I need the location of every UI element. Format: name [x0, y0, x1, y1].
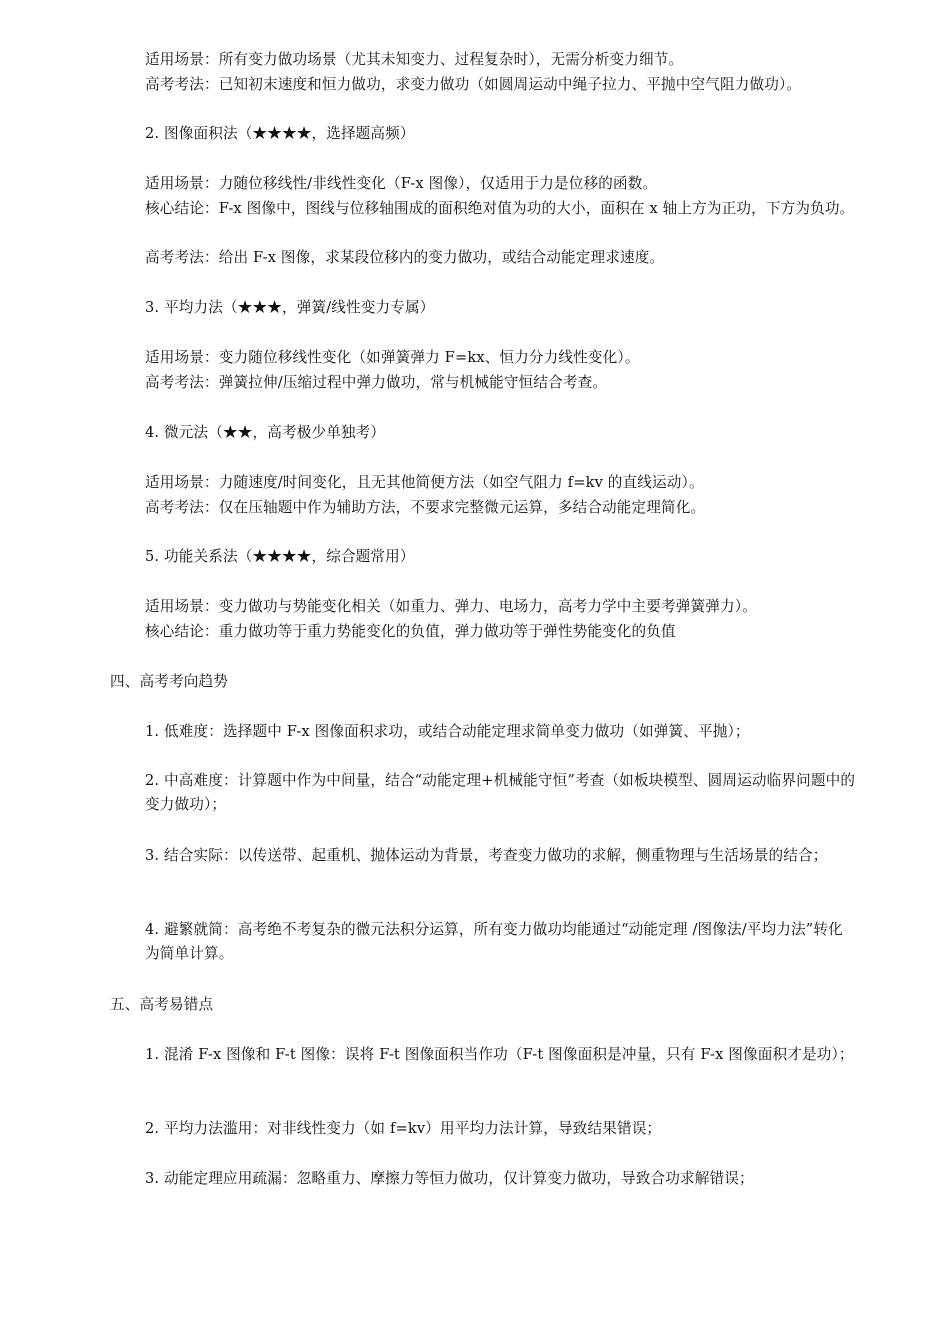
- section4-item-2: 2. 中高难度：计算题中作为中间量，结合“动能定理+机械能守恒”考查（如板块模型、圆周运动临界问题中的变力做功）；: [145, 772, 856, 813]
- section4-item-4: 4. 避繁就简：高考绝不考复杂的微元法积分运算，所有变力做功均能通过“动能定理 /图像法/平均力法”转化为简单计算。: [145, 921, 843, 962]
- section5-heading: 五、高考易错点: [110, 996, 214, 1013]
- method2-scene: 适用场景：力随位移线性/非线性变化（F-x 图像），仅适用于力是位移的函数。: [145, 175, 658, 192]
- method2-title: 2. 图像面积法（★★★★，选择题高频）: [145, 125, 415, 142]
- section4-heading: 四、高考考向趋势: [110, 673, 228, 690]
- method3-exam: 高考考法：弹簧拉伸/压缩过程中弹力做功，常与机械能守恒结合考查。: [145, 374, 608, 391]
- method1-scene: 适用场景：所有变力做功场景（尤其未知变力、过程复杂时），无需分析变力细节。: [145, 51, 684, 68]
- method2-conclusion: 核心结论：F-x 图像中，图线与位移轴围成的面积绝对值为功的大小，面积在 x 轴上方为正功，下方为负功。: [145, 200, 855, 217]
- method3-scene: 适用场景：变力随位移线性变化（如弹簧弹力 F=kx、恒力分力线性变化）。: [145, 349, 640, 366]
- method1-exam: 高考考法：已知初末速度和恒力做功，求变力做功（如圆周运动中绳子拉力、平抛中空气阻力做功）。: [145, 76, 802, 93]
- section5-item-1: 1. 混淆 F-x 图像和 F-t 图像：误将 F-t 图像面积当作功（F-t 图像面积是冲量，只有 F-x 图像面积才是功）；: [145, 1046, 854, 1063]
- method5-scene: 适用场景：变力做功与势能变化相关（如重力、弹力、电场力，高考力学中主要考弹簧弹力）。: [145, 598, 757, 615]
- method2-exam: 高考考法：给出 F-x 图像，求某段位移内的变力做功，或结合动能定理求速度。: [145, 249, 665, 266]
- section5-item-2: 2. 平均力法滥用：对非线性变力（如 f=kv）用平均力法计算，导致结果错误；: [145, 1120, 662, 1137]
- section5-item-3: 3. 动能定理应用疏漏：忽略重力、摩擦力等恒力做功，仅计算变力做功，导致合功求解错误；: [145, 1170, 754, 1187]
- method4-scene: 适用场景：力随速度/时间变化，且无其他简便方法（如空气阻力 f=kv 的直线运动）。: [145, 474, 704, 491]
- method3-title: 3. 平均力法（★★★，弹簧/线性变力专属）: [145, 299, 435, 316]
- section4-item-3: 3. 结合实际：以传送带、起重机、抛体运动为背景，考查变力做功的求解，侧重物理与生活场景的结合；: [145, 847, 828, 864]
- method4-exam: 高考考法：仅在压轴题中作为辅助方法，不要求完整微元运算，多结合动能定理简化。: [145, 499, 706, 516]
- method5-conclusion: 核心结论：重力做功等于重力势能变化的负值，弹力做功等于弹性势能变化的负值: [145, 623, 676, 640]
- section4-item-1: 1. 低难度：选择题中 F-x 图像面积求功，或结合动能定理求简单变力做功（如弹簧、平抛）；: [145, 723, 750, 740]
- method4-title: 4. 微元法（★★，高考极少单独考）: [145, 424, 386, 441]
- method5-title: 5. 功能关系法（★★★★，综合题常用）: [145, 548, 415, 565]
